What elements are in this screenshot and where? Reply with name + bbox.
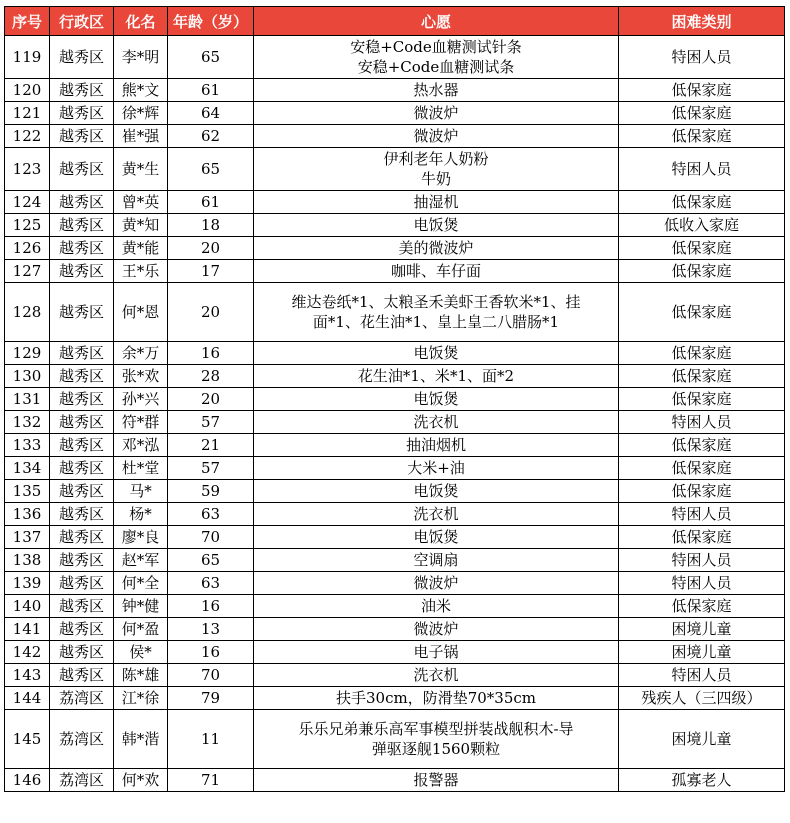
cell-category: 低保家庭 <box>619 434 785 457</box>
cell-wish <box>254 595 619 618</box>
cell-category: 残疾人（三四级） <box>619 687 785 710</box>
cell-age: 65 <box>168 36 254 79</box>
cell-name: 何*恩 <box>114 283 168 342</box>
table-row <box>5 388 785 411</box>
cell-district: 越秀区 <box>50 618 114 641</box>
wish-line: 牛奶 <box>420 170 451 188</box>
cell-no: 134 <box>5 457 50 480</box>
cell-no: 130 <box>5 365 50 388</box>
cell-district: 荔湾区 <box>50 687 114 710</box>
table-row <box>5 125 785 148</box>
cell-no: 119 <box>5 36 50 79</box>
cell-district: 越秀区 <box>50 434 114 457</box>
cell-category: 低保家庭 <box>619 457 785 480</box>
cell-district: 越秀区 <box>50 125 114 148</box>
header-row <box>5 7 785 36</box>
cell-wish <box>254 79 619 102</box>
cell-district: 越秀区 <box>50 237 114 260</box>
wish-line: 洗衣机 <box>413 666 459 684</box>
cell-wish <box>254 365 619 388</box>
cell-category: 低保家庭 <box>619 191 785 214</box>
cell-age: 61 <box>168 79 254 102</box>
wish-line: 伊利老年人奶粉 <box>383 150 489 168</box>
cell-name: 熊*文 <box>114 79 168 102</box>
wish-line: 大米+油 <box>407 459 465 477</box>
cell-no: 126 <box>5 237 50 260</box>
cell-category: 特困人员 <box>619 36 785 79</box>
cell-district: 越秀区 <box>50 595 114 618</box>
table-row <box>5 572 785 595</box>
wish-line: 电子锅 <box>413 643 459 661</box>
cell-no: 121 <box>5 102 50 125</box>
wish-line: 扶手30cm，防滑垫70*35cm <box>335 689 536 707</box>
cell-no: 125 <box>5 214 50 237</box>
cell-age: 16 <box>168 641 254 664</box>
cell-wish <box>254 125 619 148</box>
cell-district: 越秀区 <box>50 260 114 283</box>
cell-district: 越秀区 <box>50 102 114 125</box>
cell-age: 17 <box>168 260 254 283</box>
cell-name: 余*万 <box>114 342 168 365</box>
wish-line: 乐乐兄弟兼乐高军事模型拼装战舰积木-导 <box>298 720 574 738</box>
cell-name: 何*欢 <box>114 769 168 792</box>
cell-district: 越秀区 <box>50 36 114 79</box>
wish-line: 抽湿机 <box>413 193 459 211</box>
cell-category: 低保家庭 <box>619 526 785 549</box>
table-row <box>5 526 785 549</box>
cell-wish <box>254 769 619 792</box>
cell-no: 140 <box>5 595 50 618</box>
table-row <box>5 260 785 283</box>
cell-name: 黄*知 <box>114 214 168 237</box>
cell-name: 黄*生 <box>114 148 168 191</box>
wish-line: 微波炉 <box>413 104 459 122</box>
cell-district: 荔湾区 <box>50 769 114 792</box>
cell-name: 韩*湝 <box>114 710 168 769</box>
cell-category: 低保家庭 <box>619 283 785 342</box>
table-row <box>5 237 785 260</box>
table-row <box>5 102 785 125</box>
cell-name: 何*盈 <box>114 618 168 641</box>
cell-wish <box>254 480 619 503</box>
table-row <box>5 769 785 792</box>
wish-line: 维达卷纸*1、太粮圣禾美虾王香软米*1、挂 <box>291 293 581 311</box>
cell-wish <box>254 503 619 526</box>
cell-age: 63 <box>168 503 254 526</box>
cell-wish <box>254 260 619 283</box>
cell-name: 侯* <box>114 641 168 664</box>
cell-category: 困境儿童 <box>619 618 785 641</box>
cell-wish <box>254 641 619 664</box>
cell-category: 特困人员 <box>619 411 785 434</box>
cell-name: 江*徐 <box>114 687 168 710</box>
wish-line: 油米 <box>420 597 451 615</box>
cell-category: 低保家庭 <box>619 79 785 102</box>
cell-age: 63 <box>168 572 254 595</box>
cell-no: 146 <box>5 769 50 792</box>
table-row <box>5 641 785 664</box>
header-wish: 心愿 <box>254 7 619 36</box>
cell-wish <box>254 618 619 641</box>
table-row <box>5 342 785 365</box>
cell-category: 低保家庭 <box>619 480 785 503</box>
table-row <box>5 434 785 457</box>
cell-category: 低保家庭 <box>619 125 785 148</box>
cell-wish <box>254 457 619 480</box>
cell-category: 困境儿童 <box>619 641 785 664</box>
cell-category: 低收入家庭 <box>619 214 785 237</box>
table-row <box>5 283 785 342</box>
header-category: 困难类别 <box>619 7 785 36</box>
cell-district: 越秀区 <box>50 388 114 411</box>
cell-age: 18 <box>168 214 254 237</box>
table-row <box>5 148 785 191</box>
cell-wish <box>254 526 619 549</box>
cell-category: 困境儿童 <box>619 710 785 769</box>
cell-wish <box>254 148 619 191</box>
cell-wish <box>254 664 619 687</box>
cell-age: 16 <box>168 342 254 365</box>
cell-age: 70 <box>168 664 254 687</box>
cell-category: 低保家庭 <box>619 237 785 260</box>
wish-line: 空调扇 <box>413 551 459 569</box>
cell-age: 64 <box>168 102 254 125</box>
wish-line: 花生油*1、米*1、面*2 <box>357 367 515 385</box>
header-name: 化名 <box>114 7 168 36</box>
cell-name: 孙*兴 <box>114 388 168 411</box>
cell-wish <box>254 549 619 572</box>
cell-name: 杜*堂 <box>114 457 168 480</box>
cell-district: 越秀区 <box>50 526 114 549</box>
cell-age: 71 <box>168 769 254 792</box>
cell-wish <box>254 36 619 79</box>
cell-district: 荔湾区 <box>50 710 114 769</box>
cell-age: 20 <box>168 388 254 411</box>
wish-line: 报警器 <box>413 771 459 789</box>
cell-no: 141 <box>5 618 50 641</box>
table-body <box>5 36 785 792</box>
cell-name: 马* <box>114 480 168 503</box>
wish-list-table <box>4 6 785 792</box>
cell-wish <box>254 572 619 595</box>
cell-wish <box>254 710 619 769</box>
cell-age: 57 <box>168 411 254 434</box>
cell-name: 廖*良 <box>114 526 168 549</box>
cell-name: 邓*泓 <box>114 434 168 457</box>
table-row <box>5 710 785 769</box>
cell-age: 20 <box>168 283 254 342</box>
cell-no: 137 <box>5 526 50 549</box>
cell-category: 低保家庭 <box>619 365 785 388</box>
cell-category: 低保家庭 <box>619 595 785 618</box>
wish-line: 美的微波炉 <box>398 239 474 257</box>
cell-no: 128 <box>5 283 50 342</box>
cell-age: 20 <box>168 237 254 260</box>
table-row <box>5 411 785 434</box>
table-row <box>5 618 785 641</box>
cell-no: 129 <box>5 342 50 365</box>
cell-name: 张*欢 <box>114 365 168 388</box>
cell-no: 145 <box>5 710 50 769</box>
table-row <box>5 214 785 237</box>
wish-line: 咖啡、车仔面 <box>390 262 481 280</box>
cell-no: 143 <box>5 664 50 687</box>
cell-no: 127 <box>5 260 50 283</box>
cell-name: 杨* <box>114 503 168 526</box>
cell-name: 赵*军 <box>114 549 168 572</box>
cell-district: 越秀区 <box>50 148 114 191</box>
cell-age: 59 <box>168 480 254 503</box>
cell-wish <box>254 687 619 710</box>
table-row <box>5 457 785 480</box>
cell-no: 131 <box>5 388 50 411</box>
cell-category: 低保家庭 <box>619 388 785 411</box>
cell-district: 越秀区 <box>50 480 114 503</box>
cell-age: 61 <box>168 191 254 214</box>
cell-district: 越秀区 <box>50 549 114 572</box>
wish-line: 安稳+Code血糖测试针条 <box>350 38 522 56</box>
cell-name: 钟*健 <box>114 595 168 618</box>
wish-line: 电饭煲 <box>413 216 459 234</box>
cell-no: 120 <box>5 79 50 102</box>
cell-wish <box>254 411 619 434</box>
table-row <box>5 365 785 388</box>
cell-age: 70 <box>168 526 254 549</box>
header-no: 序号 <box>5 7 50 36</box>
cell-no: 142 <box>5 641 50 664</box>
wish-line: 安稳+Code血糖测试条 <box>357 58 515 76</box>
cell-district: 越秀区 <box>50 503 114 526</box>
wish-line: 电饭煲 <box>413 344 459 362</box>
cell-category: 特困人员 <box>619 148 785 191</box>
cell-category: 特困人员 <box>619 503 785 526</box>
cell-category: 孤寡老人 <box>619 769 785 792</box>
wish-line: 弹驱逐舰1560颗粒 <box>371 740 501 758</box>
cell-name: 符*群 <box>114 411 168 434</box>
cell-age: 62 <box>168 125 254 148</box>
table-row <box>5 503 785 526</box>
cell-age: 65 <box>168 148 254 191</box>
cell-age: 65 <box>168 549 254 572</box>
cell-district: 越秀区 <box>50 365 114 388</box>
wish-line: 电饭煲 <box>413 390 459 408</box>
cell-wish <box>254 102 619 125</box>
cell-no: 132 <box>5 411 50 434</box>
cell-name: 陈*雄 <box>114 664 168 687</box>
cell-wish <box>254 191 619 214</box>
cell-category: 低保家庭 <box>619 102 785 125</box>
cell-district: 越秀区 <box>50 572 114 595</box>
header-age: 年龄（岁） <box>168 7 254 36</box>
cell-name: 王*乐 <box>114 260 168 283</box>
cell-age: 16 <box>168 595 254 618</box>
table-row <box>5 664 785 687</box>
wish-line: 热水器 <box>413 81 459 99</box>
cell-district: 越秀区 <box>50 214 114 237</box>
cell-category: 特困人员 <box>619 664 785 687</box>
header-district: 行政区 <box>50 7 114 36</box>
cell-wish <box>254 283 619 342</box>
cell-age: 28 <box>168 365 254 388</box>
table-row <box>5 687 785 710</box>
cell-age: 13 <box>168 618 254 641</box>
cell-district: 越秀区 <box>50 283 114 342</box>
cell-age: 79 <box>168 687 254 710</box>
cell-wish <box>254 388 619 411</box>
wish-line: 电饭煲 <box>413 528 459 546</box>
cell-no: 122 <box>5 125 50 148</box>
cell-no: 139 <box>5 572 50 595</box>
cell-age: 11 <box>168 710 254 769</box>
cell-no: 138 <box>5 549 50 572</box>
cell-no: 136 <box>5 503 50 526</box>
cell-category: 低保家庭 <box>619 260 785 283</box>
cell-district: 越秀区 <box>50 457 114 480</box>
cell-name: 何*全 <box>114 572 168 595</box>
cell-category: 特困人员 <box>619 572 785 595</box>
table-row <box>5 36 785 79</box>
cell-name: 黄*能 <box>114 237 168 260</box>
wish-line: 抽油烟机 <box>405 436 466 454</box>
cell-age: 21 <box>168 434 254 457</box>
cell-wish <box>254 237 619 260</box>
cell-no: 123 <box>5 148 50 191</box>
table-row <box>5 549 785 572</box>
cell-district: 越秀区 <box>50 191 114 214</box>
cell-no: 135 <box>5 480 50 503</box>
cell-name: 李*明 <box>114 36 168 79</box>
wish-line: 微波炉 <box>413 127 459 145</box>
wish-line: 洗衣机 <box>413 413 459 431</box>
wish-line: 微波炉 <box>413 574 459 592</box>
cell-name: 崔*强 <box>114 125 168 148</box>
cell-name: 曾*英 <box>114 191 168 214</box>
table-row <box>5 79 785 102</box>
wish-line: 微波炉 <box>413 620 459 638</box>
cell-no: 144 <box>5 687 50 710</box>
cell-district: 越秀区 <box>50 664 114 687</box>
cell-wish <box>254 342 619 365</box>
table-row <box>5 480 785 503</box>
wish-line: 电饭煲 <box>413 482 459 500</box>
table-row <box>5 595 785 618</box>
cell-no: 133 <box>5 434 50 457</box>
cell-district: 越秀区 <box>50 79 114 102</box>
wish-line: 面*1、花生油*1、皇上皇二八腊肠*1 <box>312 313 560 331</box>
cell-category: 特困人员 <box>619 549 785 572</box>
cell-no: 124 <box>5 191 50 214</box>
cell-district: 越秀区 <box>50 411 114 434</box>
cell-age: 57 <box>168 457 254 480</box>
cell-district: 越秀区 <box>50 342 114 365</box>
cell-name: 徐*辉 <box>114 102 168 125</box>
table-row <box>5 191 785 214</box>
cell-district: 越秀区 <box>50 641 114 664</box>
wish-line: 洗衣机 <box>413 505 459 523</box>
cell-wish <box>254 434 619 457</box>
cell-wish <box>254 214 619 237</box>
cell-category: 低保家庭 <box>619 342 785 365</box>
